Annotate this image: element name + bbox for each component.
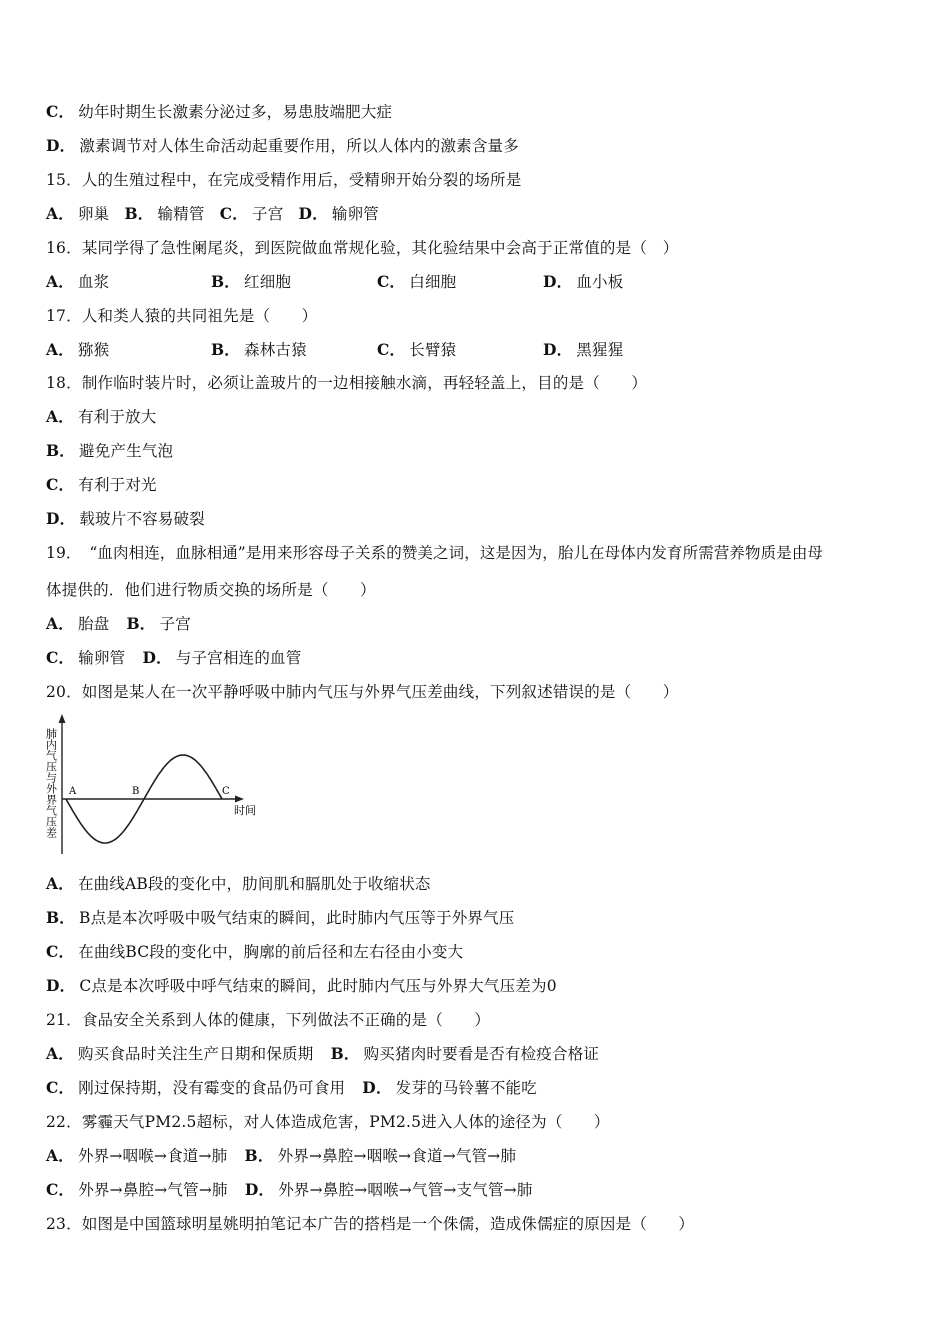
point-label-c: C xyxy=(222,786,230,797)
q18-option-d: D． 载玻片不容易破裂 xyxy=(46,509,205,528)
point-label-a: A xyxy=(69,786,77,797)
q22-options-cd: C． 外界→鼻腔→气管→肺 D． 外界→鼻腔→咽喉→气管→支气管→肺 xyxy=(46,1180,533,1199)
q18-option-c: C． 有利于对光 xyxy=(46,475,157,494)
y-axis-label: 肺内气压与外界气压差 xyxy=(44,728,58,838)
q20-option-b: B． B点是本次呼吸中吸气结束的瞬间，此时肺内气压等于外界气压 xyxy=(46,908,515,927)
q21-options-cd: C． 刚过保持期，没有霉变的食品仍可食用 D． 发芽的马铃薯不能吃 xyxy=(46,1078,537,1097)
x-axis-label: 时间 xyxy=(234,804,256,817)
q19-options-cd: C． 输卵管 D． 与子宫相连的血管 xyxy=(46,648,302,667)
q20-option-c: C． 在曲线BC段的变化中，胸廓的前后径和左右径由小变大 xyxy=(46,942,464,961)
q18-option-a: A． 有利于放大 xyxy=(46,407,157,426)
pressure-difference-chart xyxy=(44,714,274,860)
q20-stem: 20．如图是某人在一次平静呼吸中肺内气压与外界气压差曲线，下列叙述错误的是（ ） xyxy=(46,683,679,701)
q20-option-a: A． 在曲线AB段的变化中，肋间肌和膈肌处于收缩状态 xyxy=(46,874,431,893)
q14-option-c: C． 幼年时期生长激素分泌过多，易患肢端肥大症 xyxy=(46,102,393,121)
q16-stem: 16．某同学得了急性阑尾炎，到医院做血常规化验，其化验结果中会高于正常值的是（ ） xyxy=(46,239,679,257)
q18-stem: 18．制作临时装片时，必须让盖玻片的一边相接触水滴，再轻轻盖上，目的是（ ） xyxy=(46,374,648,392)
q21-options-ab: A． 购买食品时关注生产日期和保质期 B． 购买猪肉时要看是否有检疫合格证 xyxy=(46,1044,600,1063)
x-axis-arrow xyxy=(235,796,244,803)
q22-options-ab: A． 外界→咽喉→食道→肺 B． 外界→鼻腔→咽喉→食道→气管→肺 xyxy=(46,1146,517,1165)
q18-option-b: B． 避免产生气泡 xyxy=(46,441,174,460)
q15-stem: 15．人的生殖过程中，在完成受精作用后，受精卵开始分裂的场所是 xyxy=(46,171,522,189)
y-axis-arrow xyxy=(59,714,66,723)
q14-option-d: D． 激素调节对人体生命活动起重要作用，所以人体内的激素含量多 xyxy=(46,136,519,155)
q20-option-d: D． C点是本次呼吸中呼气结束的瞬间，此时肺内气压与外界大气压差为0 xyxy=(46,976,557,995)
point-label-b: B xyxy=(132,786,140,797)
q17-stem: 17．人和类人猿的共同祖先是（ ） xyxy=(46,307,318,325)
q19-options-ab: A． 胎盘 B． 子宫 xyxy=(46,614,191,633)
q21-stem: 21．食品安全关系到人体的健康，下列做法不正确的是（ ） xyxy=(46,1011,491,1029)
chart-svg xyxy=(44,714,274,860)
q19-stem-line1: 19． “血肉相连，血脉相通”是用来形容母子关系的赞美之词，这是因为，胎儿在母体内发育所需营养物质是由母 xyxy=(46,544,824,562)
document-page: C． 幼年时期生长激素分泌过多，易患肢端肥大症 D． 激素调节对人体生命活动起重要作用，所以人体内的激素含量多 15．人的生殖过程中，在完成受精作用后，受精卵开始分裂的场所是 A． 卵巢 B． 输精管 C． 子宫 D． 输卵管 16．某同学得了急性阑尾炎，到医院做血常规化验，其化验结果中会高于正常值的是（ ） A． 血浆 B． 红细胞 C． 白细胞 D． 血小板 17．人和类人猿的共同祖先是（ ） A． 猕猴 B． 森林古猿 C． 长臂猿 D． 黑猩猩 18．制作临时装片时，必须让盖玻片的一边相接触水滴，再轻轻盖上，目的是（ ） A． 有利于放大 B． 避免产生气泡 C． 有利于对光 D． 载玻片不容易破裂 19． “血肉相连，血脉相通”是用来形容母子关系的赞美之词，这是因为，胎儿在母体内发育所需营养物质是由母 体提供的．他们进行物质交换的场所是（ ） A． 胎盘 B． 子宫 C． 输卵管 D． 与子宫相连的血管 20．如图是某人在一次平静呼吸中肺内气压与外界气压差曲线，下列叙述错误的是（ ） A B C 时间 肺内气压与外界气压差 A． 在曲线AB段的变化中，肋间肌和膈肌处于收缩状态 B． B点是本次呼吸中吸气结束的瞬间，此时肺内气压等于外界气压 C． 在曲线BC段的变化中，胸廓的前后径和左右径由小变大 D． C点是本次呼吸中呼气结束的瞬间，此时肺内气压与外界大气压差为0 21．食品安全关系到人体的健康，下列做法不正确的是（ ） A． 购买食品时关注生产日期和保质期 B． 购买猪肉时要看是否有检疫合格证 C． 刚过保持期，没有霉变的食品仍可食用 D． 发芽的马铃薯不能吃 22．雾霾天气PM2.5超标，对人体造成危害，PM2.5进入人体的途径为（ ） A． 外界→咽喉→食道→肺 B． 外界→鼻腔→咽喉→食道→气管→肺 C． 外界→鼻腔→气管→肺 D． 外界→鼻腔→咽喉→气管→支气管→肺 23．如图是中国篮球明星姚明拍笔记本广告的搭档是一个侏儒，造成侏儒症的原因是（ ） xyxy=(44,102,824,1233)
q15-options: A． 卵巢 B． 输精管 C． 子宫 D． 输卵管 xyxy=(46,204,379,223)
q22-stem: 22．雾霾天气PM2.5超标，对人体造成危害，PM2.5进入人体的途径为（ ） xyxy=(46,1113,610,1131)
q19-stem-line2: 体提供的．他们进行物质交换的场所是（ ） xyxy=(46,581,376,599)
q23-stem: 23．如图是中国篮球明星姚明拍笔记本广告的搭档是一个侏儒，造成侏儒症的原因是（ ） xyxy=(46,1215,695,1233)
